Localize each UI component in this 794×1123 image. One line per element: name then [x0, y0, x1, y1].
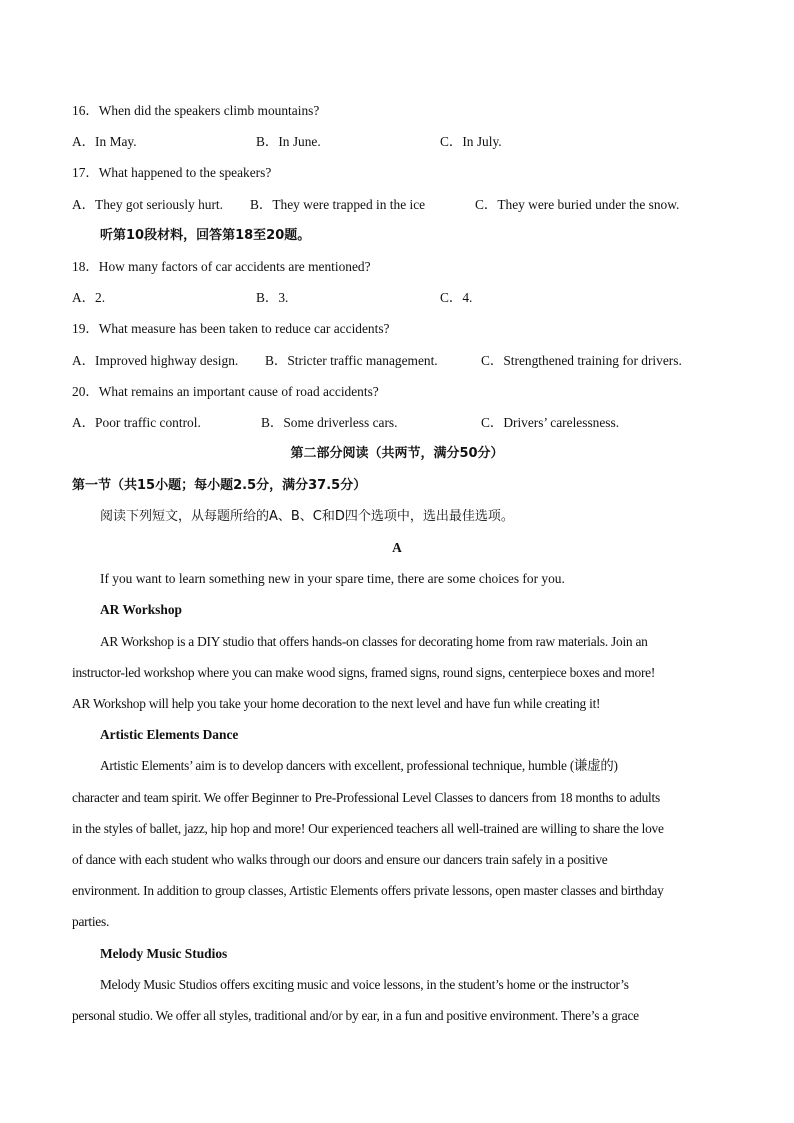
passage-intro: If you want to learn something new in your spare time, there are some choices for you. — [100, 571, 565, 586]
reading-instruction: 阅读下列短文，从每题所给的A、B、C和D四个选项中，选出最佳选项。 — [100, 509, 514, 524]
paragraph-line: parties. — [72, 914, 110, 929]
question-19: 19．What measure has been taken to reduce car accidents? — [72, 321, 390, 336]
paragraph-line: Melody Music Studios offers exciting music and voice lessons, in the student’s home or the instructor’s — [100, 977, 629, 992]
option-c: C．Strengthened training for drivers. — [481, 353, 682, 368]
question-17: 17．What happened to the speakers? — [72, 165, 272, 180]
option-b: B．They were trapped in the ice — [250, 197, 426, 212]
option-c: C．In July. — [440, 134, 502, 149]
option-a: A．2. — [72, 290, 106, 305]
option-c: C．They were buried under the snow. — [475, 197, 680, 212]
section-one-title: 第一节（共15小题；每小题2.5分，满分37.5分） — [72, 478, 367, 493]
option-a: A．Poor traffic control. — [72, 415, 201, 430]
question-16: 16．When did the speakers climb mountains? — [72, 103, 320, 118]
option-c: C．Drivers’ carelessness. — [481, 415, 620, 430]
paragraph-line: in the styles of ballet, jazz, hip hop and more! Our experienced teachers all well-trained are willing to share the love — [72, 821, 664, 836]
paragraph-line: character and team spirit. We offer Beginner to Pre-Professional Level Classes to dancers from 18 months to adults — [72, 790, 660, 805]
option-b: B．Stricter traffic management. — [265, 353, 438, 368]
option-b: B．3. — [256, 290, 289, 305]
option-a: A．In May. — [72, 134, 137, 149]
option-c: C．4. — [440, 290, 473, 305]
melody-music-heading: Melody Music Studios — [100, 946, 228, 961]
artistic-elements-heading: Artistic Elements Dance — [100, 727, 239, 742]
question-20: 20．What remains an important cause of road accidents? — [72, 384, 379, 399]
option-a: A．They got seriously hurt. — [72, 197, 223, 212]
option-a: A．Improved highway design. — [72, 353, 239, 368]
paragraph-line: AR Workshop will help you take your home decoration to the next level and have fun while creating it! — [72, 696, 601, 711]
option-b: B．In June. — [256, 134, 321, 149]
passage-label: A — [392, 540, 402, 555]
paragraph-line: AR Workshop is a DIY studio that offers hands-on classes for decorating home from raw materials. Join an — [100, 634, 648, 649]
paragraph-line: instructor-led workshop where you can make wood signs, framed signs, round signs, centerpiece boxes and more! — [72, 665, 656, 680]
part-two-title: 第二部分阅读（共两节，满分50分） — [290, 446, 504, 461]
option-b: B．Some driverless cars. — [261, 415, 398, 430]
paragraph-line: personal studio. We offer all styles, traditional and/or by ear, in a fun and positive environment. There’s a grace — [72, 1008, 639, 1023]
section-10-instruction: 听第10段材料，回答第18至20题。 — [100, 228, 311, 243]
paragraph-line: of dance with each student who walks through our doors and ensure our dancers train safely in a positive — [72, 852, 608, 867]
ar-workshop-heading: AR Workshop — [100, 602, 182, 617]
paragraph-line: Artistic Elements’ aim is to develop dancers with excellent, professional technique, humble (谦虚的) — [100, 758, 618, 773]
question-18: 18．How many factors of car accidents are mentioned? — [72, 259, 371, 274]
paragraph-line: environment. In addition to group classes, Artistic Elements offers private lessons, open master classes and birthday — [72, 883, 664, 898]
